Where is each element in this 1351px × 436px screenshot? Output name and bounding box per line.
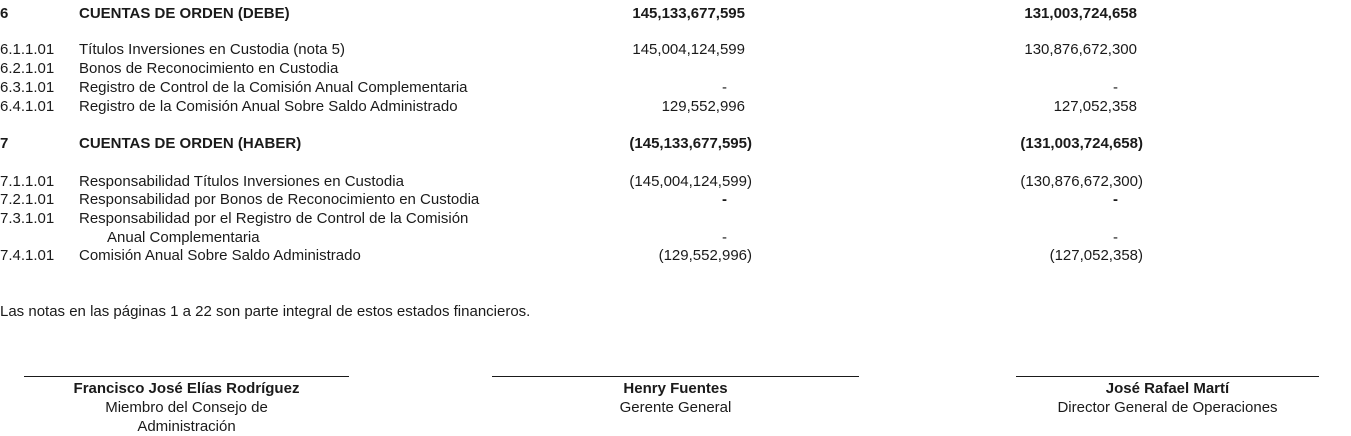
signatory-role-continuation: Administración [137,418,236,435]
account-code: 6.2.1.01 [0,60,55,77]
table-row [0,246,1351,265]
haber-amount-prior: (131,003,724,658) [1020,135,1143,152]
account-code: 7.1.1.01 [0,173,55,190]
table-row [0,209,1351,228]
signature-line [492,376,859,377]
signatory-role: Director General de Operaciones [1057,399,1278,416]
account-code: 7.4.1.01 [0,247,55,264]
amount-current: - [722,229,727,246]
table-row [0,97,1351,116]
signature-line [1016,376,1319,377]
account-description: Responsabilidad Títulos Inversiones en Custodia [79,173,404,190]
amount-prior: - [1113,79,1118,96]
table-row [0,59,1351,78]
signatory-role: Gerente General [619,399,732,416]
amount-current: (129,552,996) [658,247,752,264]
debe-title: CUENTAS DE ORDEN (DEBE) [79,5,290,22]
amount-prior: (127,052,358) [1049,247,1143,264]
account-code: 6.4.1.01 [0,98,55,115]
signature-block-3 [1016,376,1319,417]
account-description: Comisión Anual Sobre Saldo Administrado [79,247,361,264]
amount-prior: 130,876,672,300 [1024,41,1137,58]
haber-title: CUENTAS DE ORDEN (HABER) [79,135,302,152]
amount-current: - [722,79,727,96]
signatory-name: Francisco José Elías Rodríguez [73,380,300,397]
amount-prior: - [1113,229,1118,246]
amount-prior: 127,052,358 [1053,98,1137,115]
signature-block-2 [492,376,859,417]
amount-current: 145,004,124,599 [632,41,745,58]
signatory-role: Miembro del Consejo de [105,399,268,416]
footnote: Las notas en las páginas 1 a 22 son parte integral de estos estados financieros. [0,303,531,320]
account-description-continuation: Anual Complementaria [107,229,260,246]
amount-current: (145,004,124,599) [629,173,752,190]
account-code: 6.1.1.01 [0,41,55,58]
debe-amount-current: 145,133,677,595 [632,5,745,22]
haber-amount-current: (145,133,677,595) [629,135,752,152]
amount-prior: - [1113,191,1118,208]
signatory-name: José Rafael Martí [1105,380,1230,397]
account-code: 6.3.1.01 [0,79,55,96]
account-code: 7.3.1.01 [0,210,55,227]
table-row [0,172,1351,191]
debe-code: 6 [0,5,9,22]
debe-header-row [0,4,1351,23]
amount-current: - [722,191,727,208]
amount-current: 129,552,996 [661,98,745,115]
account-description: Registro de la Comisión Anual Sobre Saldo Administrado [79,98,458,115]
signatory-name: Henry Fuentes [623,380,728,397]
account-description: Registro de Control de la Comisión Anual Complementaria [79,79,468,96]
account-code: 7.2.1.01 [0,191,55,208]
debe-amount-prior: 131,003,724,658 [1024,5,1137,22]
haber-code: 7 [0,135,9,152]
account-description: Responsabilidad por Bonos de Reconocimiento en Custodia [79,191,480,208]
table-row [0,40,1351,59]
table-row [0,78,1351,97]
table-row-continuation [0,228,1351,247]
account-description: Responsabilidad por el Registro de Control de la Comisión [79,210,469,227]
signature-block-1 [24,376,349,436]
signature-line [24,376,349,377]
account-description: Títulos Inversiones en Custodia (nota 5) [79,41,345,58]
table-row [0,190,1351,209]
haber-header-row [0,134,1351,153]
account-description: Bonos de Reconocimiento en Custodia [79,60,339,77]
amount-prior: (130,876,672,300) [1020,173,1143,190]
